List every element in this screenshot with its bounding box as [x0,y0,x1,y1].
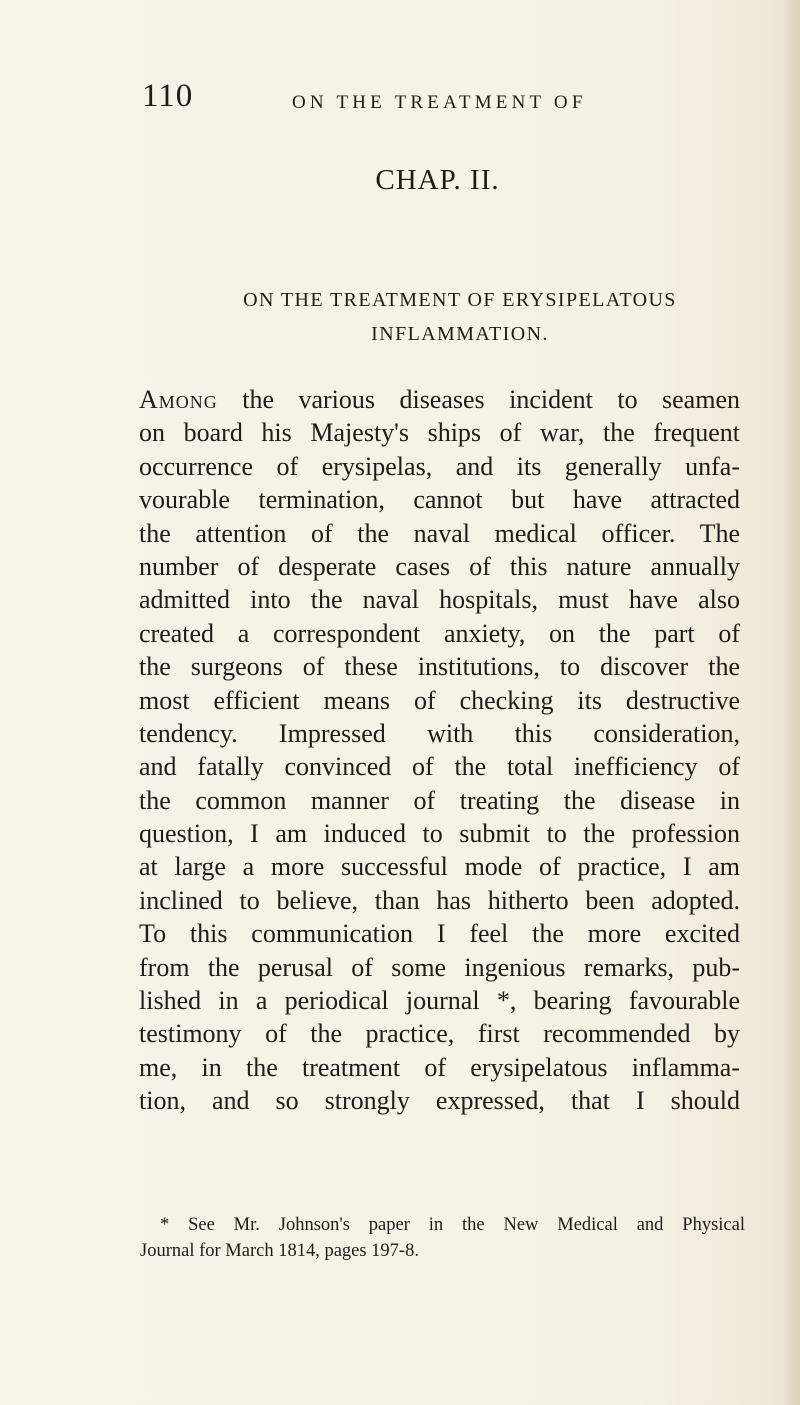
text-line: question, I am induced to submit to the profession [139,819,740,849]
text-line: me, in the treatment of erysipelatous inflamma- [139,1052,740,1082]
text-line: from the perusal of some ingenious remarks, pub- [139,952,740,982]
page-number: 110 [142,78,194,114]
text-line: tendency. Impressed with this consideration, [139,718,740,748]
text-line: the attention of the naval medical officer. The [139,518,740,548]
opening-word: Among [139,385,218,414]
chapter-title-line-1: ON THE TREATMENT OF ERYSIPELATOUS [243,289,677,311]
text-line: occurrence of erysipelas, and its generally unfa- [139,451,740,481]
body-paragraph [139,383,740,1118]
text-line: at large a more successful mode of practice, I am [139,852,740,882]
text-line: the common manner of treating the disease in [139,785,740,815]
text-line: Among the various diseases incident to seamen [139,385,740,414]
chapter-title-line-2: INFLAMMATION. [371,323,549,345]
text-line: testimony of the practice, first recommended by [139,1019,740,1049]
chapter-heading: CHAP. II. [375,164,500,196]
text-line: and fatally convinced of the total inefficiency of [139,752,740,782]
text-line: number of desperate cases of this nature annually [139,551,740,581]
text-line: vourable termination, cannot but have attracted [139,485,740,515]
footnote-line-1: * See Mr. Johnson's paper in the New Medical and Physical [160,1215,745,1235]
chapter-title [140,283,780,351]
footnote-line-2: Journal for March 1814, pages 197-8. [140,1241,419,1261]
text-line: on board his Majesty's ships of war, the frequent [139,418,740,448]
text-line: lished in a periodical journal *, bearing favourable [139,986,740,1016]
text-line: most efficient means of checking its destructive [139,685,740,715]
text-line: created a correspondent anxiety, on the part of [139,618,740,648]
text-line: inclined to believe, than has hitherto been adopted. [139,885,740,915]
footnote [140,1212,745,1264]
page-edge-shadow [784,0,800,1405]
running-title: ON THE TREATMENT OF [292,92,587,113]
text-line: To this communication I feel the more excited [139,919,740,949]
text-line: the surgeons of these institutions, to discover the [139,652,740,682]
text-line: tion, and so strongly expressed, that I should [139,1086,740,1116]
running-head [142,78,742,118]
text-line: admitted into the naval hospitals, must have also [139,585,740,615]
